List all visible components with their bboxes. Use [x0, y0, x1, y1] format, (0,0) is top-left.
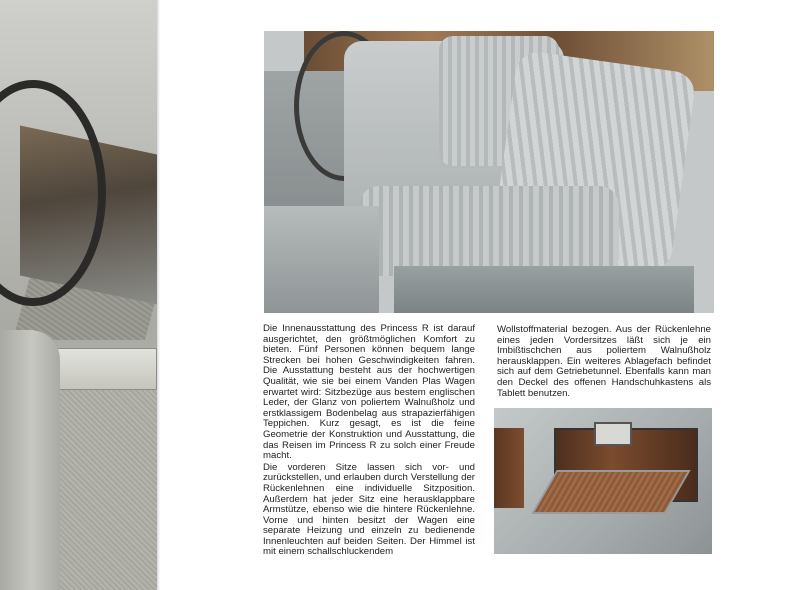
center-console — [264, 206, 379, 313]
picnic-table-photo — [494, 408, 712, 554]
paragraph-interior: Die Innenausstattung des Princess R ist darauf ausgerichtet, den größtmöglichen Komfort zu bieten. Fünf Personen können bequem lange Strecken bei hohen Geschwindigkeiten fahren. Die Ausstattung besteht aus der hochwertigen Qualität, wie sie bei einem Vanden Plas Wagen erwartet wird: Sitzbezüge aus bestem englischen Leder, der Glanz von poliertem Walnußholz und erstklassigem Bodenbelag aus strapazierfähigen Teppichen. Kurz gesagt, es ist die feine Geometrie der Konstruktion und Ausstattung, die das Reisen im Princess R zu solch einer Freude macht. — [263, 323, 475, 462]
text-column-right — [497, 325, 711, 400]
seat-cushion — [359, 186, 619, 276]
seat-base — [394, 266, 694, 313]
text-column-left — [263, 324, 475, 559]
front-seat — [0, 330, 60, 590]
paragraph-material: Wollstoffmaterial bezogen. Aus der Rückenlehne eines jeden Vordersitzes läßt sich je ein Imbißtischchen aus poliertem Walnußholz herausklappen. Ein weiteres Ablagefach befindet sich auf dem Getriebetunnel. Ebenfalls kann man den Deckel des offenen Handschuhkastens als Tablett benutzen. — [497, 324, 711, 399]
walnut-side — [494, 428, 524, 508]
carpet — [60, 390, 157, 590]
clock — [594, 422, 632, 446]
dashboard-photo — [0, 0, 157, 590]
fold-out-table — [531, 470, 690, 514]
page-edge — [157, 0, 160, 590]
interior-seats-photo — [264, 31, 714, 313]
paragraph-seats: Die vorderen Sitze lassen sich vor- und zurückstellen, und erlauben durch Verstellung der Rückenlehnen eine individuelle Sitzposition. Außerdem hat jeder Sitz eine herausklappbare Armstütze, ebenso wie die hintere Rückenlehne. Vorne und hinten besitzt der Wagen eine separate Heizung und einzeln zu bedienende Innenleuchten auf beiden Seiten. Der Himmel ist mit einem schallschluckendem — [263, 461, 475, 558]
